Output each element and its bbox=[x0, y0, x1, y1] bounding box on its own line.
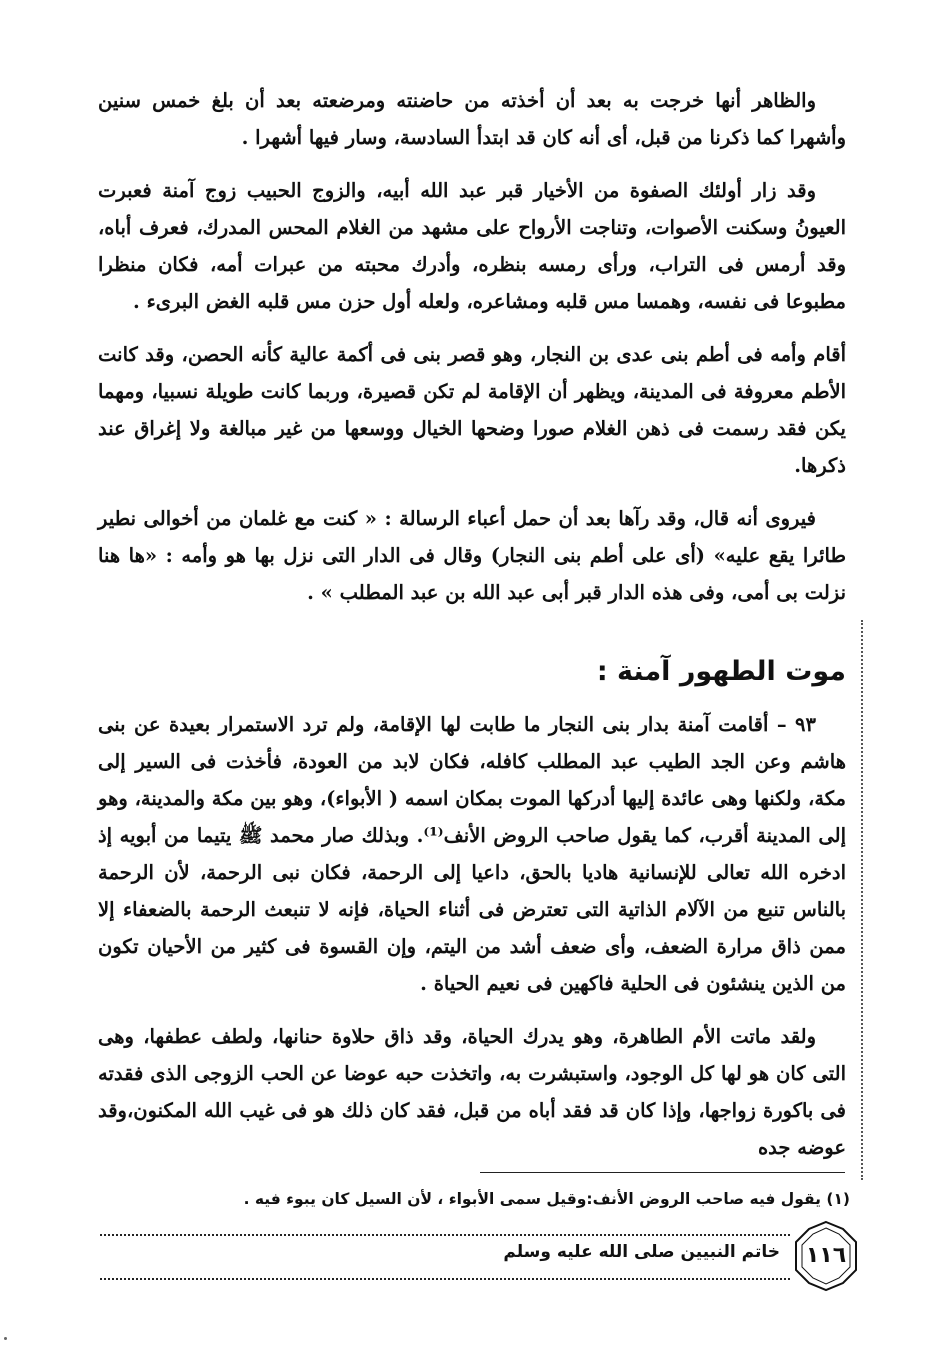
paragraph-4: فيروى أنه قال، وقد رآها بعد أن حمل أعباء الرسالة : « كنت مع غلمان من أخوالى نطير طائرا يقع عليه» (أى على أطم بنى النجار) وقال فى الدار التى نزل بها هو وأمه : «ها هنا نزلت بى أمى، وفى هذه الدار قبر أبى عبد الله بن عبد المطلب » . bbox=[98, 507, 846, 604]
paragraph-6: ولقد ماتت الأم الطاهرة، وهو يدرك الحياة، وقد ذاق حلاوة حنانها، ولطف عطفها، وهى التى كان هو لها كل الوجود، واستبشرت به، واتخذت حبه عوضا عن الحب الزوجى الذى فقدته فى باكورة زواجها، وإذا كان قد فقد أباه من قبل، فقد كان ذلك هو فى غيب الله المكنون،وقد عوضه جده bbox=[98, 1025, 846, 1159]
paragraph-1: والظاهر أنها خرجت به بعد أن أخذته من حاضنته ومرضعته بعد أن بلغ خمس سنين وأشهرا كما ذكرنا من قبل، أى أنه كان قد ابتدأ السادسة، وسار فيها أشهرا . bbox=[98, 89, 846, 149]
body-text-top bbox=[98, 82, 846, 611]
footnote-rule bbox=[480, 1172, 845, 1173]
section-heading: موت الطهور آمنة : bbox=[596, 656, 846, 687]
body-text-bottom bbox=[98, 706, 846, 1166]
footer-border-top bbox=[100, 1234, 790, 1236]
margin-rule bbox=[861, 620, 863, 1180]
footnote: (١) يقول فيه صاحب الروض الأنف:وقيل سمى الأبواء ، لأن السيل كان يبوء فيه . bbox=[243, 1190, 850, 1208]
paragraph-5: ٩٣ – أقامت آمنة بدار بنى النجار ما طابت لها الإقامة، ولم ترد الاستمرار بعيدة عن بنى هاشم وعن الجد الطيب عبد المطلب كافله، فكان لابد من العودة، فأخذت فى السير إلى مكة، ولكنها وهى عائدة إليها أدركها الموت بمكان اسمه ( الأبواء)، وهو بين مكة والمدينة، وهو إلى المدينة أقرب، كما يقول صاحب الروض الأنف⁽¹⁾. وبذلك صار محمد ﷺ يتيما من أبويه إذ ادخره الله تعالى للإنسانية هاديا بالحق، داعيا إلى الرحمة، فكان نبى الرحمة، لأن الرحمة بالناس تنبع من الآلام الذاتية التى تعترض فى أثناء الحياة، فإنه لا تنبعث الرحمة بالضعفاء إلا ممن ذاق مرارة الضعف، وأى ضعف أشد من اليتم، وإن القسوة فى كثير من الأحيان تكون من الذين ينشئون فى الحلية فاكهين فى نعيم الحياة . bbox=[98, 713, 846, 995]
footer-book-title: خاتم النبيين صلى الله عليه وسلم bbox=[503, 1242, 780, 1262]
page-footer bbox=[100, 1220, 860, 1292]
scan-speck bbox=[4, 1337, 7, 1340]
footer-border-bottom bbox=[100, 1278, 790, 1280]
paragraph-3: أقام وأمه فى أطم بنى عدى بن النجار، وهو قصر بنى فى أكمة عالية كأنه الحصن، وقد كانت الأطم معروفة فى المدينة، ويظهر أن الإقامة لم تكن قصيرة، وربما كانت طويلة نسبيا، ومهما يكن فقد رسمت فى ذهن الغلام صورا وضحها الخيال ووسعها من غير مبالغة ولا إغراق عند ذكرها. bbox=[98, 343, 846, 477]
page-number: ١١٦ bbox=[805, 1243, 847, 1268]
paragraph-2: وقد زار أولئك الصفوة من الأخيار قبر عبد الله أبيه، والزوج الحبيب زوج آمنة فعبرت العيونُ وسكنت الأصوات، وتناجت الأرواح على مشهد من الغلام المحس المدرك، فعرف أباه، وقد أرمس فى التراب، ورأى رمسه بنظره، وأدرك محبته من عبرات أمه، فكان منظرا مطبوعا فى نفسه، وهمسا مس قلبه ومشاعره، ولعله أول حزن مس قلبه الغض البرىء . bbox=[98, 179, 846, 313]
